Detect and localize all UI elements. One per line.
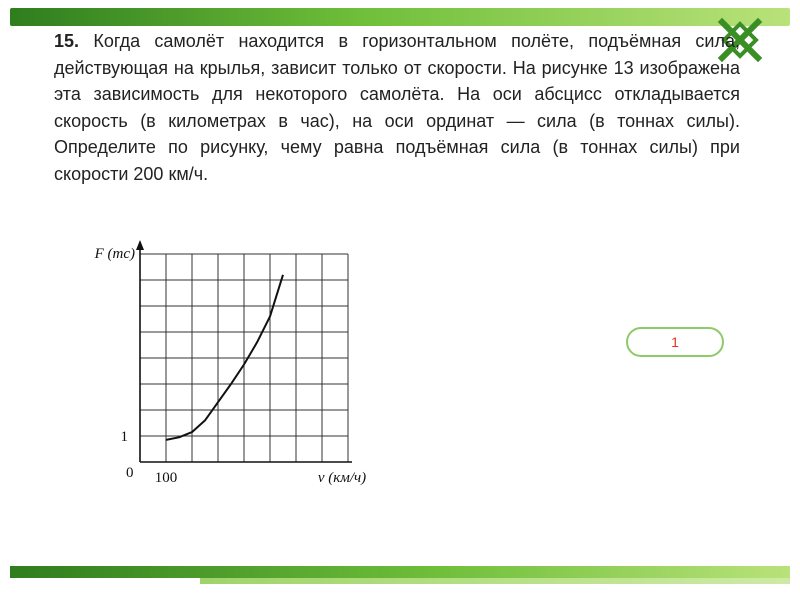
x-tick-label-100: 100 — [154, 470, 178, 486]
problem-number: 15. — [54, 31, 80, 51]
x-tick-label-0: 0 — [126, 465, 134, 481]
x-axis-label: v (км/ч) — [317, 470, 367, 486]
data-series-line — [166, 275, 283, 440]
y-axis-arrow — [136, 240, 144, 250]
y-axis-label: F (тс) — [94, 246, 135, 262]
problem-body: Когда самолёт находится в горизонтальном полёте, подъёмная сила, действующая на крылья, зависит только от скорости. На рисунке 13 изображена эта зависимость для некоторого самолёта. На оси абсцисс откладывается скорость (в километрах в час), на оси ординат — сила (в тоннах силы). Определите по рисунку, чему равна подъёмная сила (в тоннах силы) при скорости 200 км/ч. — [54, 31, 740, 184]
answer-label: 1 — [671, 334, 679, 350]
problem-text — [54, 28, 740, 187]
answer-button[interactable] — [626, 327, 724, 357]
bottom-decor-bar-light — [200, 578, 790, 584]
bottom-decor-bar — [10, 566, 790, 578]
top-decor-bar — [10, 8, 790, 26]
lift-force-graph — [94, 236, 368, 492]
y-tick-label-1: 1 — [120, 429, 128, 445]
